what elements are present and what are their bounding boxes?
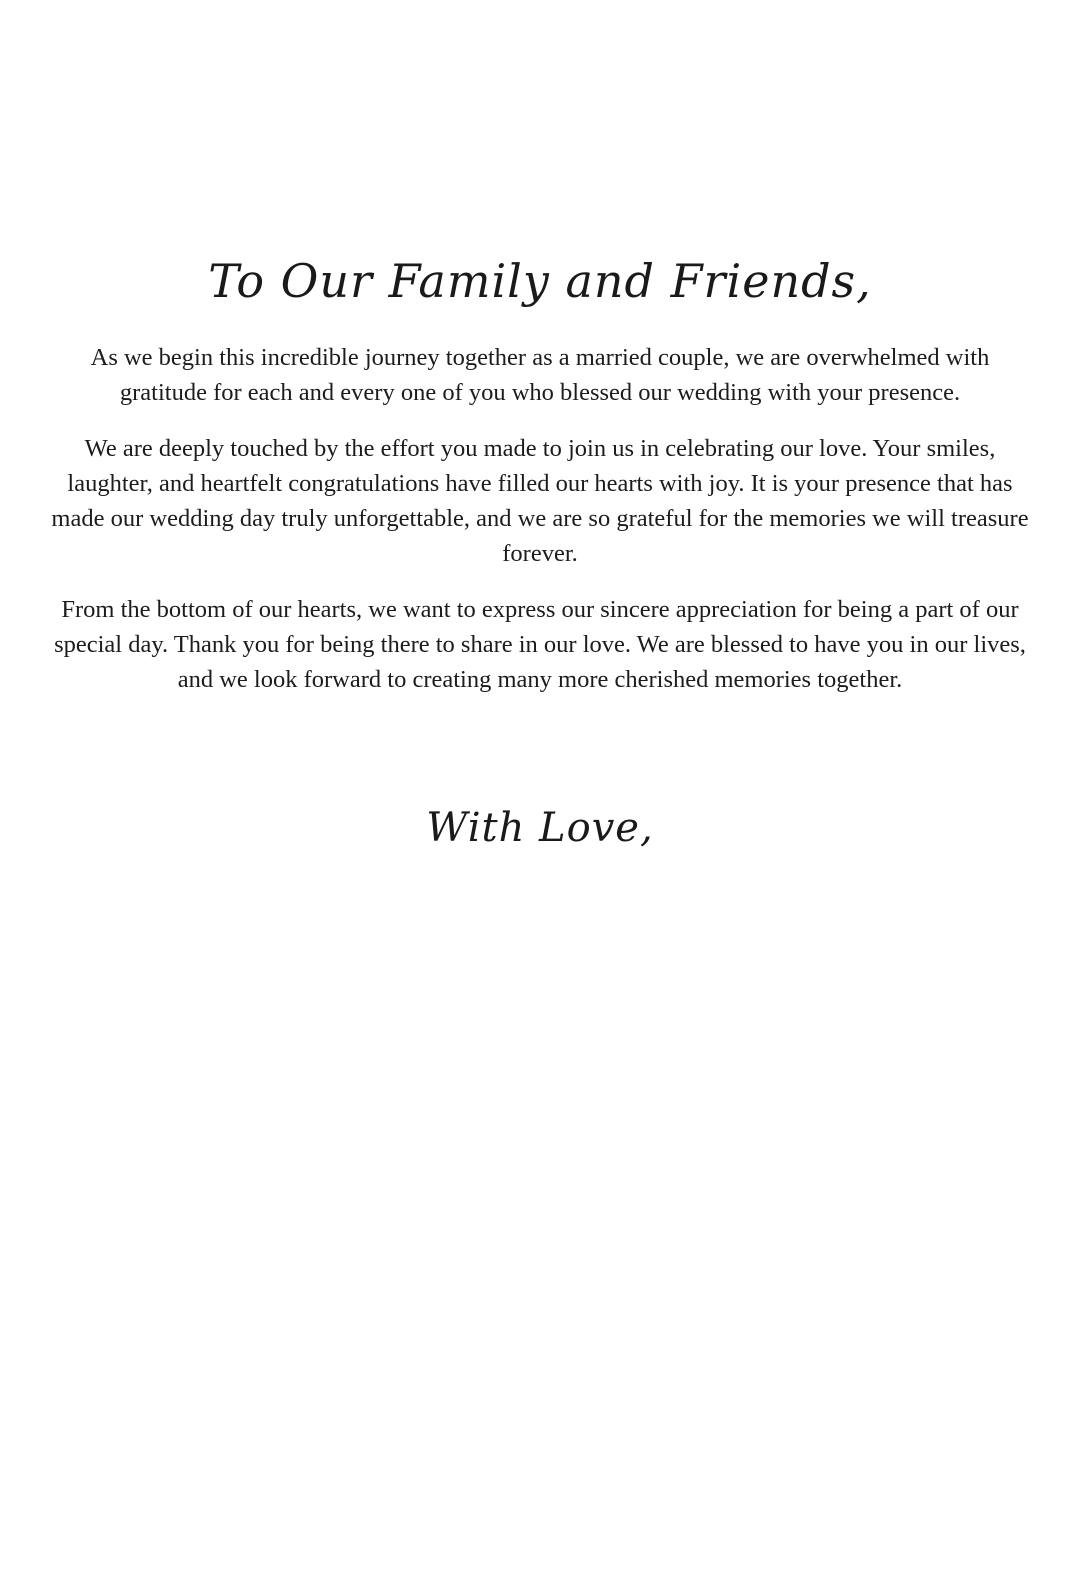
letter-paragraph: As we begin this incredible journey together as a married couple, we are overwhelmed with gratitude for each and every one of you who blessed our wedding with your presence.	[90, 344, 990, 406]
letter-salutation: To Our Family and Friends,	[208, 254, 872, 308]
letter-body	[50, 340, 1030, 718]
letter-closing: With Love,	[426, 805, 654, 851]
letter-paragraph: From the bottom of our hearts, we want to express our sincere appreciation for being a part of our special day. Thank you for being there to share in our love. We are blessed to have you in our lives, and we look forward to creating many more cherished memories together.	[54, 596, 1026, 693]
letter-paragraph: We are deeply touched by the effort you made to join us in celebrating our love. Your smiles, laughter, and heartfelt congratulations have filled our hearts with joy. It is your presence that has made our wedding day truly unforgettable, and we are so grateful for the memories we will treasure forever.	[51, 435, 1029, 567]
